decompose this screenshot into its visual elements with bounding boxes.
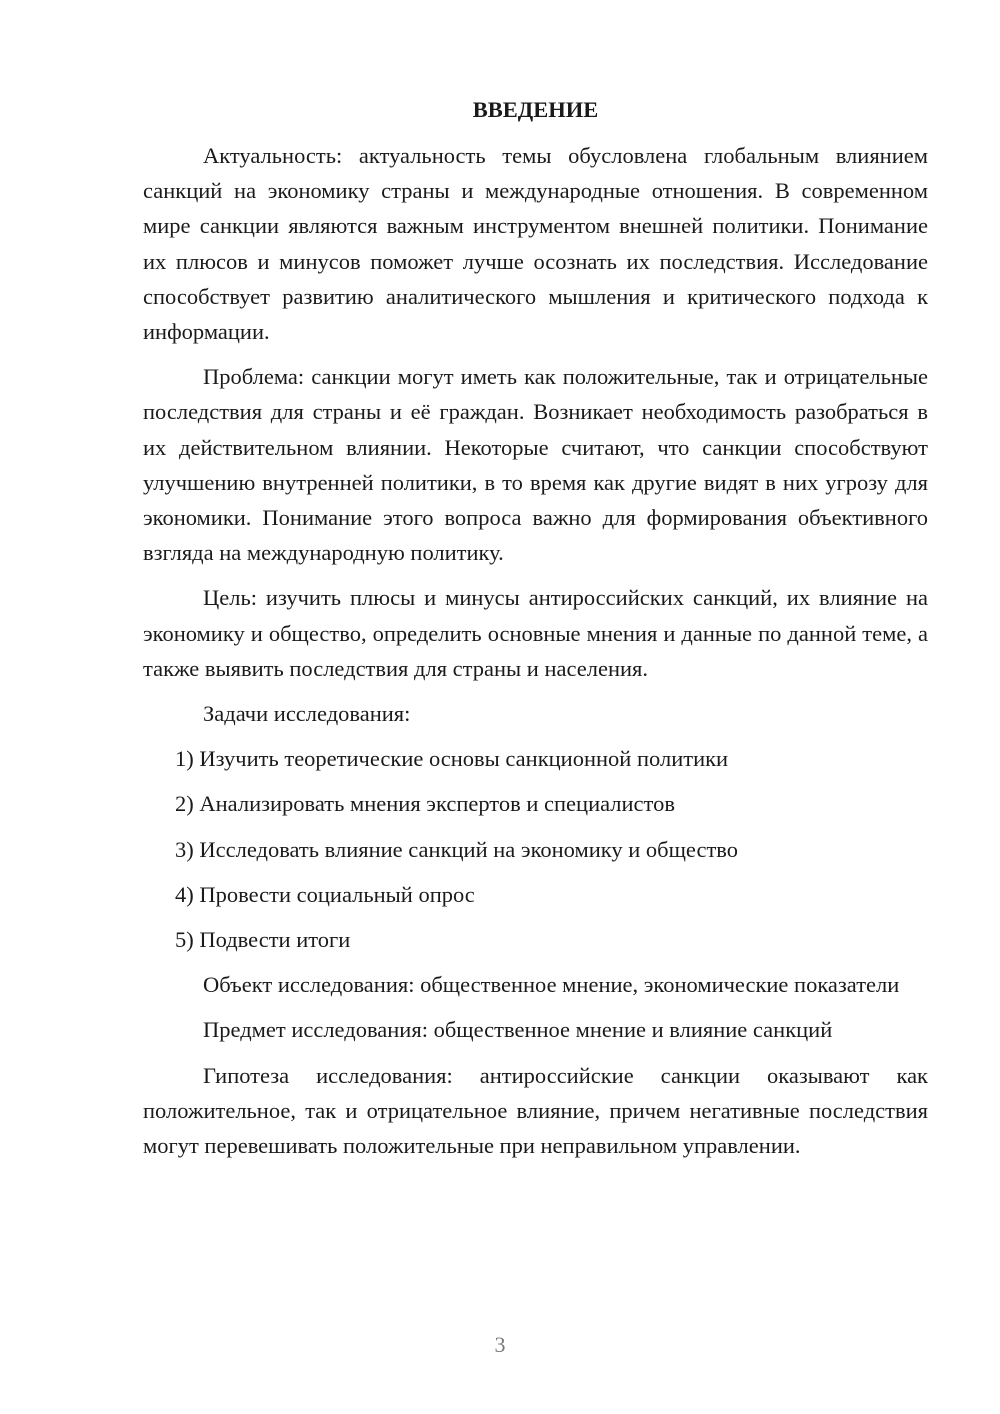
goal-paragraph: Цель: изучить плюсы и минусы антироссийских санкций, их влияние на экономику и общество, определить основные мнения и данные по данной теме, а также выявить последствия для страны и населения. [143, 585, 928, 681]
tasks-list [143, 741, 928, 957]
subject-paragraph: Предмет исследования: общественное мнение и влияние санкций [203, 1017, 833, 1043]
problem-paragraph: Проблема: санкции могут иметь как положительные, так и отрицательные последствия для страны и её граждан. Возникает необходимость разобраться в их действительном влиянии. Некоторые считают, что санкции способствуют улучшению внутренней политики, в то время как другие видят в них угрозу для экономики. Понимание этого вопроса важно для формирования объективного взгляда на международную политику. [143, 364, 928, 566]
list-item: 5) Подвести итоги [175, 927, 351, 953]
list-item: 1) Изучить теоретические основы санкционной политики [175, 746, 729, 772]
document-page [143, 90, 928, 1173]
list-item: 2) Анализировать мнения экспертов и специалистов [175, 791, 675, 817]
hypothesis-paragraph: Гипотеза исследования: антироссийские санкции оказывают как положительное, так и отрицательное влияние, причем негативные последствия могут перевешивать положительные при неправильном управлении. [143, 1062, 928, 1159]
object-paragraph: Объект исследования: общественное мнение, экономические показатели [203, 972, 900, 998]
relevance-paragraph: Актуальность: актуальность темы обусловлена глобальным влиянием санкций на экономику страны и международные отношения. В современном мире санкции являются важным инструментом внешней политики. Понимание их плюсов и минусов поможет лучше осознать их последствия. Исследование способствует развитию аналитического мышления и критического подхода к информации. [143, 143, 928, 345]
page-number: 3 [494, 1332, 506, 1357]
list-item: 4) Провести социальный опрос [175, 881, 475, 907]
section-heading: ВВЕДЕНИЕ [472, 97, 599, 122]
tasks-heading: Задачи исследования: [203, 701, 411, 727]
list-item: 3) Исследовать влияние санкций на экономику и общество [175, 836, 739, 862]
